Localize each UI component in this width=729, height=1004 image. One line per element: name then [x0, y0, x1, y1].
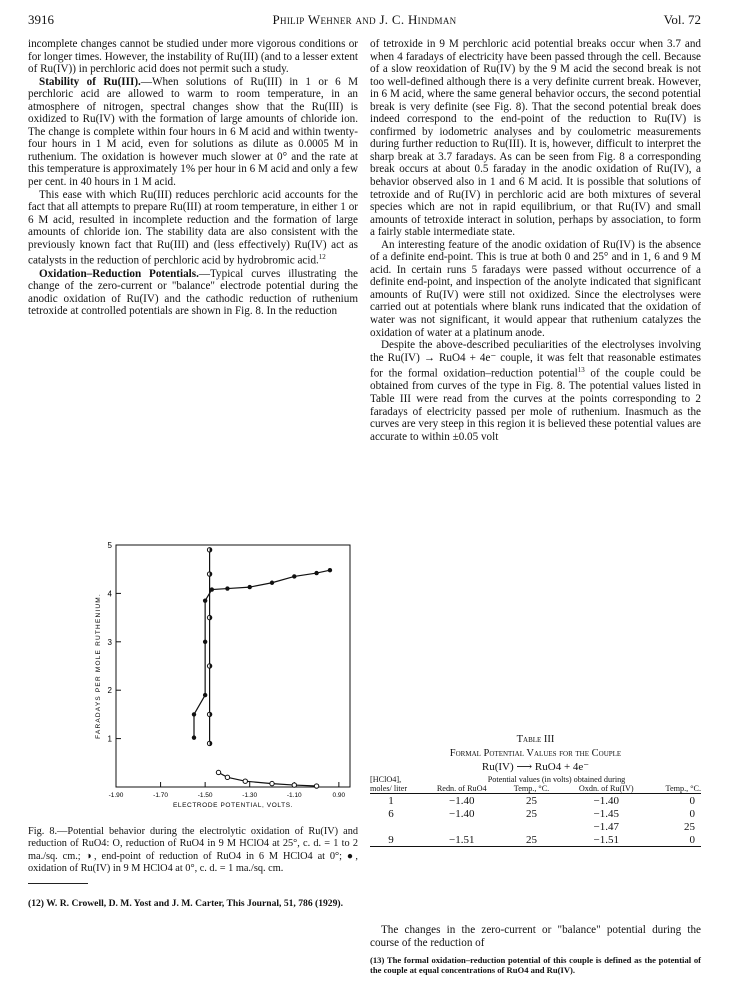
- y-tick-label: 3: [107, 637, 112, 647]
- x-tick-label: -1.90: [108, 792, 124, 799]
- table-cell: −1.51: [552, 833, 662, 847]
- footnote-ref: 12: [318, 253, 326, 262]
- table-cell: [512, 820, 552, 833]
- footnote-12: (12) W. R. Crowell, D. M. Yost and J. M. Carter, This Journal, 51, 786 (1929).: [28, 897, 343, 909]
- table-row: [370, 794, 701, 808]
- data-point-open: [292, 783, 296, 787]
- paragraph: The changes in the zero-current or "balance" potential during the course of the reduction of: [370, 924, 701, 949]
- y-tick-label: 2: [107, 686, 112, 696]
- table-cell: −1.40: [449, 808, 475, 821]
- y-axis-label: FARADAYS PER MOLE RUTHENIUM.: [95, 593, 102, 739]
- x-tick-label: -1.70: [153, 792, 168, 799]
- table-cell: 0: [661, 833, 701, 847]
- data-point-open: [225, 775, 229, 779]
- column-header: Redn. of RuO4: [412, 785, 512, 794]
- series-line: [219, 772, 317, 786]
- data-point-solid: [292, 574, 296, 578]
- table-iii: [370, 734, 701, 847]
- data-point-solid: [203, 693, 207, 697]
- column-header-span: Potential values (in volts) obtained during: [487, 775, 626, 784]
- table-cell: 25: [684, 821, 695, 834]
- column-header: [HClO4], moles/ liter: [370, 776, 412, 794]
- figure-8: [28, 535, 358, 820]
- paragraph-body: —Typical curves illustrating the change of the zero-current or "balance" electrode potential during the anodic oxidation of Ru(IV) and the cathodic reduction of ruthenium tetroxide at controlled potentials are shown in Fig. 8. In the reduction: [28, 267, 359, 318]
- table-title: Table III: [516, 734, 555, 745]
- paragraph-body: Despite the above-described peculiarities of the electrolyses involving the Ru(IV) → RuO4 + 4e⁻ couple, it was felt that reasonable estimates for the formal oxidation–reduction potential: [370, 339, 701, 380]
- table-row: [370, 820, 701, 833]
- table-cell: 6: [388, 808, 394, 821]
- chart-svg: [28, 535, 358, 820]
- running-title: Philip Wehner and J. C. Hindman: [272, 12, 457, 27]
- column-header: Temp., °C.: [661, 785, 701, 794]
- column-header: Oxdn. of Ru(IV): [552, 785, 662, 794]
- data-point-solid: [314, 571, 318, 575]
- data-point-solid: [225, 586, 229, 590]
- running-header: [28, 12, 701, 30]
- table-cell: 25: [526, 795, 537, 808]
- data-point-solid: [248, 585, 252, 589]
- table-cell: 9: [370, 833, 412, 847]
- table-cell: 25: [512, 833, 552, 847]
- volume-label: Vol. 72: [663, 12, 701, 27]
- data-point-open: [314, 784, 318, 788]
- data-table: [370, 776, 701, 847]
- figure-caption-block: [28, 826, 358, 909]
- y-tick-label: 5: [107, 541, 112, 550]
- paragraph: of tetroxide in 9 M perchloric acid potential breaks occur when 3.7 and when 4 faradays of electricity have been passed through the cell. Because of a slow reoxidation of Ru(IV) by the 9 M acid the second break is not too well-defined although there is a very definite current break. However, in 6 M acid, where the same general behavior occurs, the second potential break is very definite (see Fig. 8). That the second potential break does indeed correspond to the end-point of the reduction to Ru(IV) is confirmed by iodometric analyses and by coulometric measurements during further reduction to Ru(III). It is, however, difficult to interpret the sharp break at 3.7 faradays. As can be seen from Fig. 8 a corresponding break occurs at about 0.5 faraday in the anodic oxidation of Ru(IV), a behavior observed also in 1 and 6 M acid. It is possible that solutions of tetroxide and of Ru(IV) in perchloric acid are both mixtures of several species which are not in rapid equilibrium, or that Ru(IV) and small amounts of tetroxide interact in solution, perhaps by association, to form a fairly stable intermediate state.: [370, 38, 701, 239]
- figure-caption: Fig. 8.—Potential behavior during the electrolytic oxidation of Ru(IV) and reduction of RuO4: O, reduction of RuO4 in 9 M HClO4 at 25°, c. d. = 1 to 2 ma./sq. cm.; ◑, end-point of reduction of RuO4 in 6 M HClO4 at 0°; ●, oxidation of Ru(IV) in 9 M HClO4 at 0°, c. d. = 1 ma./sq. cm.: [28, 826, 358, 875]
- paragraph-body: —When solutions of Ru(III) in 1 or 6 M perchloric acid are allowed to warm to room temperature, in an atmosphere of nitrogen, spectral changes show that the Ru(III) is oxidized to Ru(IV) with the formation of large amounts of chloride ion. The change is complete within four hours in 6 M acid and within twenty-four hours in 1 M acid, even for solutions as dilute as 0.0005 M in ruthenium. The oxidation is however much slower at 0° and the rate at this temperature is approximately 1% per hour in 6 M acid and only a few per cent. in 40 hours in 1 M acid.: [28, 75, 358, 189]
- data-point-solid: [192, 735, 196, 739]
- paragraph: incomplete changes cannot be studied under more vigorous conditions or for longer times. However, the instability of Ru(III) (and to a lesser extent of Ru(IV)) in perchloric acid does not permit such a study.: [28, 38, 358, 76]
- x-tick-label: 0.90: [332, 792, 346, 799]
- paragraph: An interesting feature of the anodic oxidation of Ru(IV) is the absence of a definite end-point. This is true at both 0 and 25° and in 1, 6 and 9 M acid. In certain runs 5 faradays were passed without occurrence of a definite end-point, and inspection of the anolyte indicated that significant amounts of Ru(IV) were still not oxidized. Since the electrolyses were carried out at potentials where blank runs indicated that the oxidation of water was not significant, it would appear that ruthenium catalyzes the oxidation of water at a platinum anode.: [370, 238, 701, 339]
- footnote-13: (13) The formal oxidation–reduction potential of this couple is defined as the potential of the couple at equal concentrations of RuO4 and Ru(IV).: [370, 955, 701, 976]
- series-line: [194, 570, 330, 737]
- data-point-solid: [203, 640, 207, 644]
- table-row: [370, 807, 701, 820]
- plot-frame: [116, 545, 350, 787]
- left-column: [28, 38, 358, 318]
- section-heading: Stability of Ru(III).: [39, 75, 141, 88]
- table-cell: 1: [388, 795, 394, 808]
- paragraph: [28, 189, 358, 268]
- page-number: 3916: [28, 12, 54, 27]
- data-point-solid: [192, 712, 196, 716]
- data-point-solid: [270, 581, 274, 585]
- paragraph-body: This ease with which Ru(III) reduces perchloric acid accounts for the fact that all attempts to prepare Ru(III) at room temperature, in either 1 or 6 M acid, resulted in incomplete reduction and the formation of large amounts of chloride ion. The stability data are also consistent with the previously known fact that Ru(III) and (less effectively) Ru(IV) act as catalysts in the reduction of perchloric acid by hydrobromic acid.: [28, 188, 358, 268]
- closing-text: [370, 924, 701, 976]
- x-tick-label: -1.10: [286, 792, 302, 799]
- table-cell: 25: [526, 808, 537, 821]
- section-stability: [28, 76, 358, 189]
- data-point-open: [243, 779, 247, 783]
- column-header: Temp., °C.: [512, 785, 552, 794]
- x-axis-label: ELECTRODE POTENTIAL, VOLTS.: [172, 802, 294, 809]
- table-reaction: Ru(IV) ⟶ RuO4 + 4e⁻: [481, 761, 590, 773]
- section-heading: Oxidation–Reduction Potentials.: [39, 267, 199, 280]
- data-point-solid: [203, 598, 207, 602]
- table-cell: 0: [689, 808, 695, 821]
- section-potentials: [28, 268, 358, 318]
- table-cell: −1.40: [593, 795, 619, 808]
- table-cell: 0: [689, 795, 695, 808]
- table-cell: −1.45: [593, 808, 619, 821]
- data-point-open: [216, 770, 220, 774]
- data-point-solid: [210, 587, 214, 591]
- table-cell: −1.40: [449, 795, 475, 808]
- table-cell: −1.51: [412, 833, 512, 847]
- table-subtitle: Formal Potential Values for the Couple: [449, 748, 622, 759]
- paragraph-body: of the couple could be obtained from curves of the type in Fig. 8. The potential values listed in Table III were read from the curves at the points corresponding to 2 faradays of electricity passed per mole of ruthenium. Inasmuch as the curves are very steep in this region it is believed these potential values are accurate to within ±0.05 volt: [370, 367, 701, 443]
- table-cell: [412, 820, 512, 833]
- y-tick-label: 1: [107, 734, 112, 744]
- data-point-solid: [328, 568, 332, 572]
- table-cell: −1.47: [593, 821, 619, 834]
- x-tick-label: -1.30: [242, 792, 258, 799]
- y-tick-label: 4: [107, 589, 112, 599]
- data-point-open: [270, 781, 274, 785]
- paragraph: [370, 339, 701, 443]
- table-row: [370, 833, 701, 847]
- x-tick-label: -1.50: [197, 792, 213, 799]
- table-cell: [370, 820, 412, 833]
- footnote-rule: [28, 883, 88, 884]
- footnote-ref: 13: [577, 366, 585, 375]
- right-column: [370, 38, 701, 443]
